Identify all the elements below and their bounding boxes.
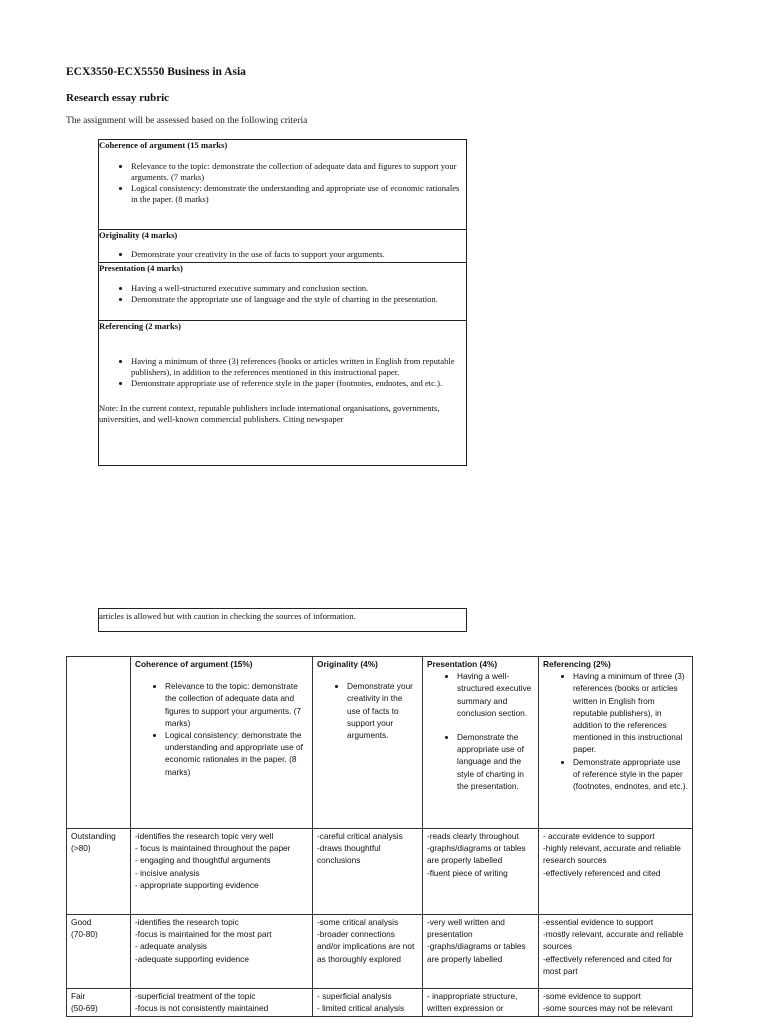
list-item: • Demonstrate appropriate use of reference style in the paper (footnotes, endnotes, and etc.). <box>131 378 466 389</box>
section-heading: Referencing (2 marks) <box>99 321 181 331</box>
column-heading: Coherence of argument (15%) <box>135 659 253 669</box>
cell-text: -fluent piece of writing <box>427 867 508 878</box>
cell-text: -draws thoughtful conclusions <box>317 843 381 866</box>
cell-text: - superficial analysis <box>317 991 392 1001</box>
cell-text: -superficial treatment of the topic <box>135 991 256 1001</box>
rubric-section-coherence <box>98 139 467 230</box>
table-cell <box>539 989 693 1017</box>
table-cell <box>131 829 313 915</box>
grade-range: (50-69) <box>71 1003 98 1014</box>
list-item: • Having a minimum of three (3) references (books or articles written in English from reputable publishers), in addition to the references mentioned in this instructional paper. <box>573 670 688 755</box>
table-row <box>67 829 693 915</box>
table-header-cell <box>131 657 313 829</box>
list-item: • Demonstrate the appropriate use of language and the style of charting in the presentation. <box>457 731 534 792</box>
list-item: • Having a well-structured executive summary and conclusion section. <box>457 670 534 719</box>
list-item: • Logical consistency: demonstrate the understanding and appropriate use of economic rationales in the paper. (8 marks) <box>131 183 466 205</box>
table-corner-cell <box>67 657 131 829</box>
table-row <box>67 915 693 989</box>
cell-text: -very well written and presentation <box>427 917 505 940</box>
table-cell <box>539 915 693 989</box>
rubric-section-referencing <box>98 320 467 466</box>
list-item: • Having a minimum of three (3) references (books or articles written in English from reputable publishers), in addition to the references mentioned in this instructional paper. <box>131 356 466 378</box>
cell-text: -graphs/diagrams or tables are properly labelled <box>427 843 526 866</box>
grade-label: Fair <box>71 991 86 1001</box>
table-cell <box>313 989 423 1017</box>
list-item: • Relevance to the topic: demonstrate the collection of adequate data and figures to support your arguments. (7 marks) <box>131 161 466 183</box>
list-item: • Demonstrate your creativity in the use of facts to support your arguments. <box>131 249 466 260</box>
cell-text: -focus is not consistently maintained <box>135 1003 269 1014</box>
list-item: • Demonstrate appropriate use of reference style in the paper (footnotes, endnotes, and etc.). <box>573 756 688 793</box>
cell-text: - appropriate supporting evidence <box>135 879 259 890</box>
table-cell <box>313 915 423 989</box>
cell-text: -some critical analysis <box>317 917 399 927</box>
cell-text: -essential evidence to support <box>543 917 654 927</box>
table-header-cell <box>313 657 423 829</box>
cell-text: - focus is maintained throughout the paper <box>135 843 291 854</box>
cell-text: -reads clearly throughout <box>427 831 519 841</box>
cell-text: written expression or <box>427 1003 504 1014</box>
section-heading: Presentation (4 marks) <box>99 263 183 273</box>
list-item: • Relevance to the topic: demonstrate the collection of adequate data and figures to support your arguments. (7 marks) <box>165 680 308 729</box>
cell-text: - incisive analysis <box>135 867 200 878</box>
note-continuation <box>98 608 467 632</box>
grade-range: (70-80) <box>71 929 98 940</box>
table-header-cell <box>539 657 693 829</box>
table-cell <box>423 989 539 1017</box>
cell-text: -identifies the research topic very well <box>135 831 274 841</box>
grade-range: (>80) <box>71 843 91 854</box>
table-header-row <box>67 657 693 829</box>
cell-text: -adequate supporting evidence <box>135 953 249 964</box>
document-title: ECX3550-ECX5550 Business in Asia <box>66 66 246 78</box>
cell-text: - limited critical analysis <box>317 1003 405 1014</box>
table-cell <box>423 915 539 989</box>
cell-text: -careful critical analysis <box>317 831 403 841</box>
grade-cell <box>67 829 131 915</box>
cell-text: -graphs/diagrams or tables are properly labelled <box>427 941 526 964</box>
cell-text: -focus is maintained for the most part <box>135 929 272 940</box>
column-heading: Referencing (2%) <box>543 659 611 669</box>
cell-text: -highly relevant, accurate and reliable research sources <box>543 843 681 866</box>
table-cell <box>313 829 423 915</box>
table-cell <box>131 989 313 1017</box>
cell-text: -some evidence to support <box>543 991 641 1001</box>
grade-label: Good <box>71 917 92 927</box>
grade-cell <box>67 915 131 989</box>
grade-label: Outstanding <box>71 831 116 841</box>
cell-text: -identifies the research topic <box>135 917 239 927</box>
cell-text: -mostly relevant, accurate and reliable sources <box>543 929 684 952</box>
section-heading: Coherence of argument (15 marks) <box>99 140 228 150</box>
intro-text: The assignment will be assessed based on the following criteria <box>66 116 308 126</box>
note-text: articles is allowed but with caution in checking the sources of information. <box>99 611 356 621</box>
cell-text: -some sources may not be relevant <box>543 1003 673 1014</box>
rubric-section-originality <box>98 229 467 263</box>
list-item: • Demonstrate your creativity in the use of facts to support your arguments. <box>347 680 418 741</box>
list-item: • Demonstrate the appropriate use of language and the style of charting in the presentation. <box>131 294 466 305</box>
rubric-section-presentation <box>98 262 467 321</box>
cell-text: -broader connections and/or implications are not as thoroughly explored <box>317 929 415 964</box>
cell-text: - adequate analysis <box>135 941 207 952</box>
table-cell <box>539 829 693 915</box>
table-cell <box>131 915 313 989</box>
list-item: • Having a well-structured executive summary and conclusion section. <box>131 283 466 294</box>
section-note: Note: In the current context, reputable publishers include international organisations, governments, universities, and well-known commercial publishers. Citing newspaper <box>99 403 440 424</box>
rubric-table <box>66 656 693 1017</box>
cell-text: - engaging and thoughtful arguments <box>135 855 271 866</box>
table-header-cell <box>423 657 539 829</box>
table-cell <box>423 829 539 915</box>
cell-text: -effectively referenced and cited for most part <box>543 953 673 976</box>
section-heading: Originality (4 marks) <box>99 230 178 240</box>
cell-text: - accurate evidence to support <box>543 831 655 841</box>
cell-text: - inappropriate structure, <box>427 991 518 1001</box>
document-subtitle: Research essay rubric <box>66 92 170 104</box>
column-heading: Presentation (4%) <box>427 659 498 669</box>
table-row <box>67 989 693 1017</box>
column-heading: Originality (4%) <box>317 659 378 669</box>
cell-text: -effectively referenced and cited <box>543 867 661 878</box>
grade-cell <box>67 989 131 1017</box>
list-item: • Logical consistency: demonstrate the understanding and appropriate use of economic rationales in the paper. (8 marks) <box>165 729 308 778</box>
